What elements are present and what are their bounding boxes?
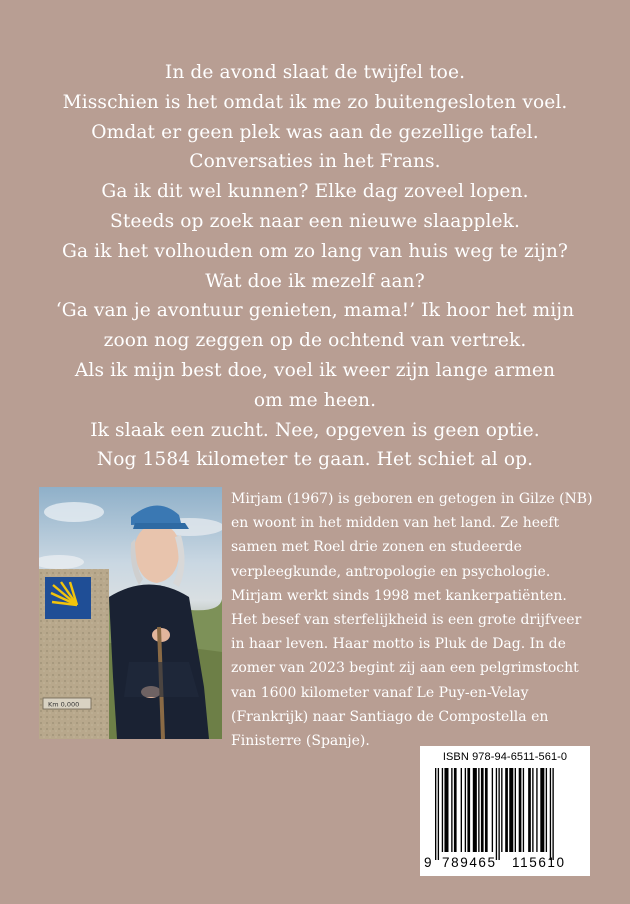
- barcode-bar: [498, 768, 499, 860]
- blurb-line: Ga ik dit wel kunnen? Elke dag zoveel lopen.: [101, 181, 529, 203]
- barcode-digits-right: 115610: [512, 855, 566, 870]
- barcode-bar: [540, 768, 544, 852]
- author-bio: [231, 487, 616, 753]
- barcode-bar: [435, 768, 436, 860]
- author-photo: [39, 487, 222, 739]
- barcode-bar: [451, 768, 452, 852]
- bio-line: Het besef van sterfelijkheid is een grote drijfveer: [231, 612, 582, 629]
- barcode-bar: [509, 768, 513, 852]
- cap-icon: [131, 505, 181, 525]
- blurb-line: Als ik mijn best doe, voel ik weer zijn lange armen: [74, 359, 556, 381]
- bio-line: verpleegkunde, antropologie en psychologie.: [231, 563, 551, 580]
- barcode-bar: [492, 768, 493, 852]
- barcode-bar: [442, 768, 443, 852]
- barcode-bar: [438, 768, 439, 860]
- barcode-bar: [465, 768, 466, 852]
- barcode-bar: [519, 768, 522, 852]
- blurb-line: Conversaties in het Frans.: [189, 151, 441, 173]
- barcode-bar: [454, 768, 457, 852]
- blurb-line: Misschien is het omdat ik me zo buitengesloten voel.: [62, 91, 568, 113]
- blurb-line: Steeds op zoek naar een nieuwe slaapplek.: [109, 210, 520, 232]
- barcode-digit-first: 9: [424, 855, 434, 870]
- bio-line: samen met Roel drie zonen en studeerde: [231, 539, 522, 556]
- blurb-line: Ga ik het volhouden om zo lang van huis weg te zijn?: [62, 240, 568, 262]
- blurb-line: Wat doe ik mezelf aan?: [205, 270, 425, 292]
- km-marker-label: Km 0,000: [48, 700, 80, 709]
- barcode-bar: [532, 768, 533, 852]
- barcode-bar: [528, 768, 531, 852]
- bio-line: van 1600 kilometer vanaf Le Puy-en-Velay: [231, 684, 529, 701]
- blurb-line: ‘Ga van je avontuur genieten, mama!’ Ik hoor het mijn: [55, 300, 575, 322]
- barcode-bar: [523, 768, 524, 852]
- barcode-bar: [515, 768, 516, 852]
- barcode-bar: [444, 768, 448, 852]
- barcode-bar: [467, 768, 470, 852]
- blurb-line: om me heen.: [253, 389, 377, 411]
- bio-line: in haar leven. Haar motto is Pluk de Dag. In de: [231, 636, 566, 653]
- back-cover-blurb: [20, 58, 610, 475]
- blurb-line: Nog 1584 kilometer te gaan. Het schiet al op.: [96, 449, 534, 471]
- bio-line: en woont in het midden van het land. Ze heeft: [231, 515, 560, 532]
- barcode-bar: [478, 768, 479, 852]
- barcode-bar: [546, 768, 547, 852]
- barcode-bar: [536, 768, 537, 852]
- barcode-bar: [473, 768, 477, 852]
- blurb-line: zoon nog zeggen op de ochtend van vertrek.: [103, 330, 527, 352]
- barcode-bar: [552, 768, 553, 860]
- blurb-line: In de avond slaat de twijfel toe.: [164, 62, 466, 83]
- barcode-bar: [505, 768, 508, 852]
- barcode-bar: [461, 768, 462, 852]
- bio-line: Mirjam werkt sinds 1998 met kankerpatiënten.: [231, 587, 567, 604]
- bio-line: (Frankrijk) naar Santiago de Compostella en: [231, 708, 549, 725]
- barcode-bar: [550, 768, 551, 860]
- blurb-line: Ik slaak een zucht. Nee, opgeven is geen optie.: [90, 419, 540, 441]
- barcode-bar: [485, 768, 488, 852]
- blurb-line: Omdat er geen plek was aan de gezellige tafel.: [91, 121, 539, 143]
- barcode-bars: [435, 768, 575, 860]
- isbn-barcode: [420, 746, 590, 876]
- bio-line: Mirjam (1967) is geboren en getogen in Gilze (NB): [231, 491, 593, 507]
- barcode-bar: [501, 768, 502, 852]
- barcode-bar: [496, 768, 497, 860]
- barcode-bar: [481, 768, 484, 852]
- bio-line: Finisterre (Spanje).: [231, 733, 370, 750]
- bio-line: zomer van 2023 begint zij aan een pelgrimstocht: [231, 660, 579, 677]
- barcode-digits-left: 789465: [442, 855, 497, 870]
- isbn-label: ISBN 978-94-6511-561-0: [442, 751, 568, 763]
- author-photo-illustration: [39, 487, 222, 739]
